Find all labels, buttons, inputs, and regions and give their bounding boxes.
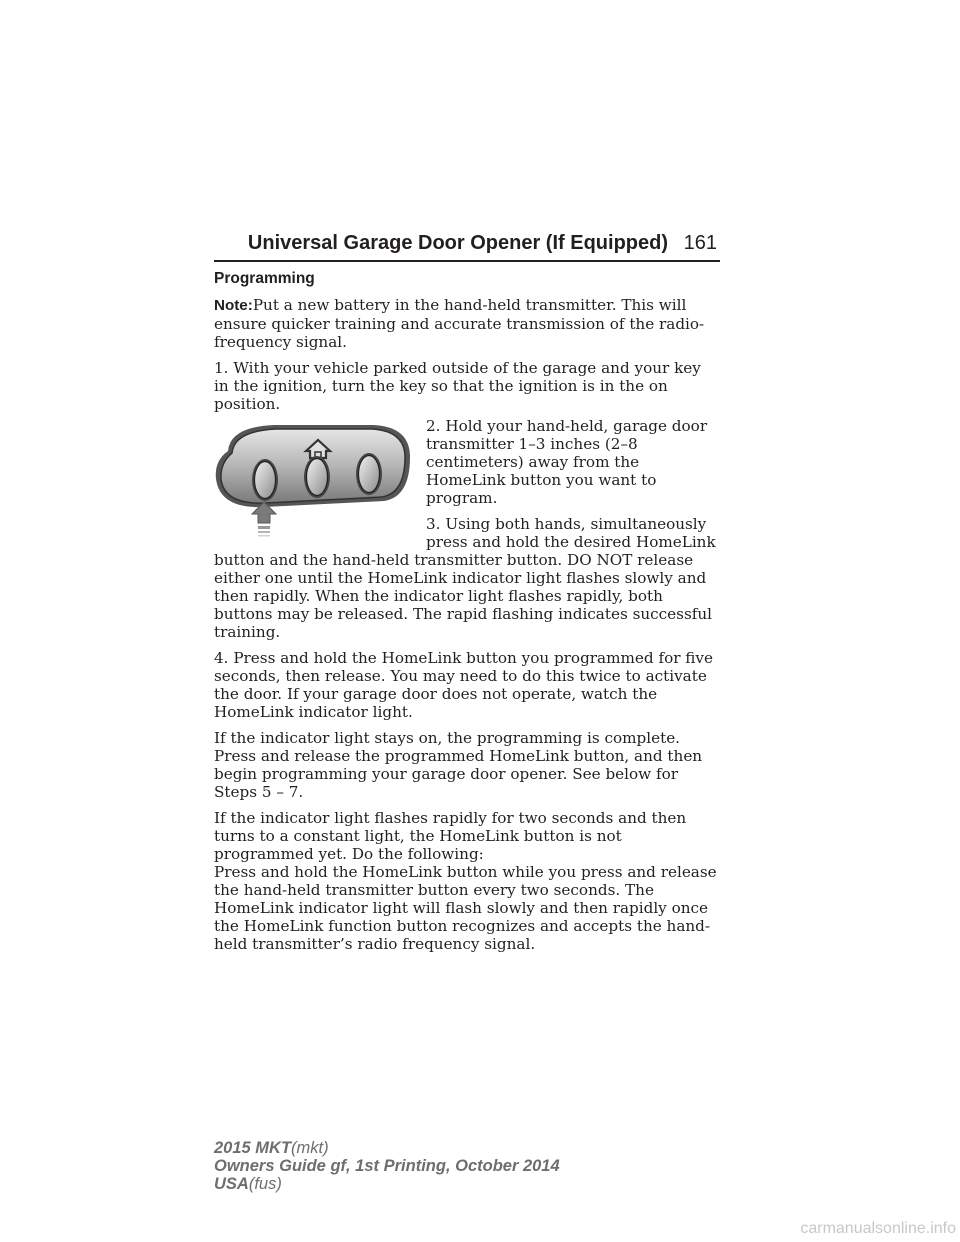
arrow-up-icon	[252, 502, 276, 537]
paragraph-flashes: If the indicator light flashes rapidly for two seconds and then turns to a constant light, the HomeLink button is not programmed yet. Do the following:	[214, 809, 687, 863]
page-content	[214, 270, 720, 961]
homelink-panel-illustration	[214, 417, 414, 543]
paragraph-press-hold: Press and hold the HomeLink button while you press and release the hand-held transmitter button every two seconds. The HomeLink indicator light will flash slowly and then rapidly once the HomeLink function button recognizes and accepts the hand-held transmitter’s radio frequency signal.	[214, 863, 717, 953]
header-rule	[214, 260, 720, 262]
page-footer	[214, 1139, 560, 1193]
step-2: 2. Hold your hand-held, garage door transmitter 1–3 inches (2–8 centimeters) away from the HomeLink button you want to program.	[426, 417, 708, 507]
footer-model-code: (mkt)	[291, 1139, 329, 1157]
note-label: Note:	[214, 297, 253, 314]
footer-region-code: (fus)	[248, 1175, 282, 1193]
footer-region: USA	[214, 1175, 249, 1193]
footer-guide: Owners Guide gf, 1st Printing, October 2014	[214, 1157, 560, 1175]
note-text: Put a new battery in the hand-held transmitter. This will ensure quicker training and accurate transmission of the radio-frequency signal.	[214, 296, 705, 351]
watermark: carmanualsonline.info	[800, 1220, 956, 1237]
paragraph-stays-on: If the indicator light stays on, the programming is complete. Press and release the programmed HomeLink button, and then begin programming your garage door opener. See below for Steps 5 – 7.	[214, 729, 703, 801]
step-3: 3. Using both hands, simultaneously press and hold the desired HomeLink button and the hand-held transmitter button. DO NOT release either one until the HomeLink indicator light flashes slowly and then rapidly. When the indicator light flashes rapidly, both buttons may be released. The rapid flashing indicates successful training.	[214, 515, 716, 641]
footer-region-line	[214, 1175, 560, 1193]
footer-model: 2015 MKT	[214, 1139, 292, 1157]
section-title: Programming	[214, 270, 315, 287]
page-header	[214, 230, 720, 266]
footer-model-line	[214, 1139, 560, 1157]
chapter-title: Universal Garage Door Opener (If Equipped)	[247, 232, 668, 254]
step-4: 4. Press and hold the HomeLink button you programmed for five seconds, then release. You may need to do this twice to activate the door. If your garage door does not operate, watch the HomeLink indicator light.	[214, 649, 713, 721]
note-paragraph	[214, 296, 720, 351]
step-1: 1. With your vehicle parked outside of the garage and your key in the ignition, turn the key so that the ignition is in the on position.	[214, 359, 701, 413]
page-number: 161	[683, 232, 717, 254]
